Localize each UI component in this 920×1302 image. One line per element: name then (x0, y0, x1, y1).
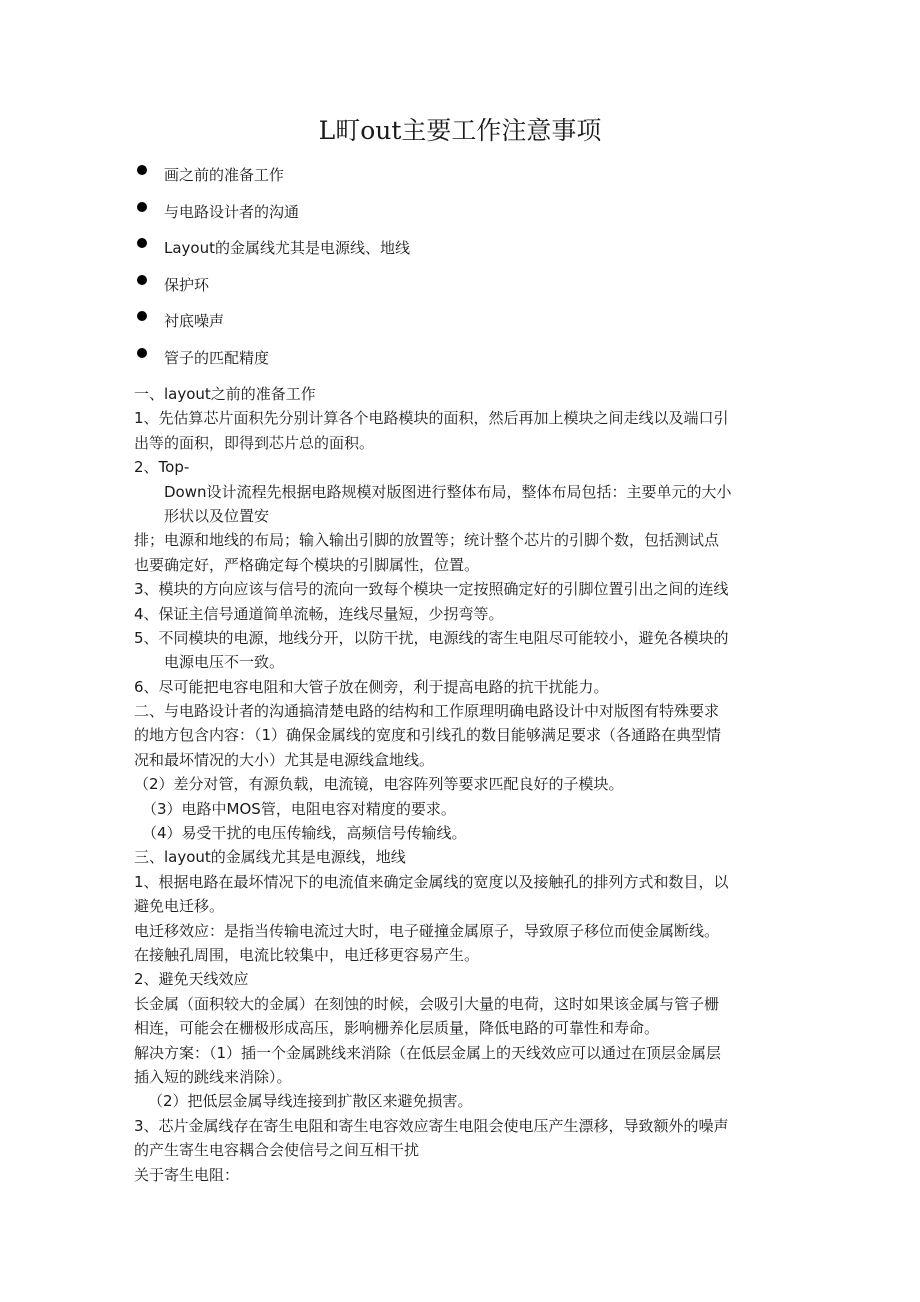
text-line: 的产生寄生电容耦合会使信号之间互相干扰 (134, 1141, 420, 1160)
text-line: 电源电压不一致。 (164, 653, 285, 672)
bullet-dot-icon (137, 311, 147, 321)
text-line: 3、芯片金属线存在寄生电阻和寄生电容效应寄生电阻会使电压产生漂移，导致额外的噪声 (134, 1116, 729, 1135)
document-body (134, 382, 786, 1187)
text-line: 避免电迁移。 (134, 897, 225, 916)
text-line: 5、不同模块的电源，地线分开，以防干扰，电源线的寄生电阻尽可能较小，避免各模块的 (134, 628, 729, 647)
text-line: 解决方案：（1）插一个金属跳线来消除（在低层金属上的天线效应可以通过在顶层金属层 (134, 1043, 722, 1062)
text-line: 三、layout的金属线尤其是电源线，地线 (134, 848, 406, 867)
text-line: （4）易受干扰的电压传输线，高频信号传输线。 (142, 824, 467, 843)
text-line: （2）把低层金属导线连接到扩散区来避免损害。 (148, 1092, 473, 1111)
text-line: 插入短的跳线来消除）。 (134, 1067, 292, 1086)
text-line: 4、保证主信号通道简单流畅，连线尽量短，少拐弯等。 (134, 604, 504, 623)
text-line: 的地方包含内容：（1）确保金属线的宽度和引线孔的数目能够满足要求（各通路在典型情 (134, 726, 722, 745)
bullet-text: 与电路设计者的沟通 (164, 202, 300, 221)
bullet-text: Layout的金属线尤其是电源线、地线 (164, 239, 410, 258)
text-line: 1、先估算芯片面积先分别计算各个电路模块的面积，然后再加上模块之间走线以及端口引 (134, 409, 729, 428)
text-line: （3）电路中MOS管，电阻电容对精度的要求。 (142, 799, 456, 818)
text-line: 电迁移效应：是指当传输电流过大时，电子碰撞金属原子，导致原子移位而使金属断线。 (134, 921, 720, 940)
bullet-dot-icon (137, 202, 147, 212)
text-line: 一、layout之前的准备工作 (134, 385, 316, 403)
text-line: 长金属（面积较大的金属）在刻蚀的时候，会吸引大量的电荷，这时如果该金属与管子栅 (134, 994, 720, 1013)
text-line: Down设计流程先根据电路规模对版图进行整体布局，整体布局包括：主要单元的大小 (164, 482, 732, 501)
document-title: L町out主要工作注意事项 (318, 116, 602, 145)
text-line: 二、与电路设计者的沟通搞清楚电路的结构和工作原理明确电路设计中对版图有特殊要求 (134, 702, 720, 721)
bullet-text: 衬底噪声 (164, 312, 225, 331)
text-line: 关于寄生电阻： (134, 1165, 240, 1184)
text-line: 也要确定好，严格确定每个模块的引脚属性，位置。 (134, 555, 480, 574)
text-line: 3、模块的方向应该与信号的流向一致每个模块一定按照确定好的引脚位置引出之间的连线 (134, 580, 729, 599)
text-line: 1、根据电路在最坏情况下的电流值来确定金属线的宽度以及接触孔的排列方式和数目，以 (134, 872, 729, 891)
text-line: 相连，可能会在栅极形成高压，影响栅养化层质量，降低电路的可靠性和寿命。 (134, 1019, 660, 1038)
bullet-dot-icon (137, 275, 147, 285)
bullet-dot-icon (137, 238, 147, 248)
bullet-dot-icon (137, 348, 147, 358)
text-line: 在接触孔周围，电流比较集中，电迁移更容易产生。 (134, 945, 480, 964)
text-line: 2、Top- (134, 458, 190, 477)
text-line: 形状以及位置安 (164, 506, 270, 525)
text-line: 出等的面积，即得到芯片总的面积。 (134, 433, 375, 452)
text-line: 排；电源和地线的布局；输入输出引脚的放置等；统计整个芯片的引脚个数，包括测试点 (134, 531, 720, 550)
bullet-text: 保护环 (164, 275, 210, 294)
text-line: 2、避免天线效应 (134, 970, 249, 989)
bullet-text: 画之前的准备工作 (164, 166, 285, 184)
bullet-dot-icon (137, 165, 147, 175)
text-line: （2）差分对管，有源负载，电流镜，电容阵列等要求匹配良好的子模块。 (134, 775, 624, 794)
text-line: 况和最坏情况的大小）尤其是电源线盒地线。 (134, 750, 435, 769)
bullet-text: 管子的匹配精度 (164, 348, 270, 367)
text-line: 6、尽可能把电容电阻和大管子放在侧旁，利于提高电路的抗干扰能力。 (134, 677, 609, 696)
